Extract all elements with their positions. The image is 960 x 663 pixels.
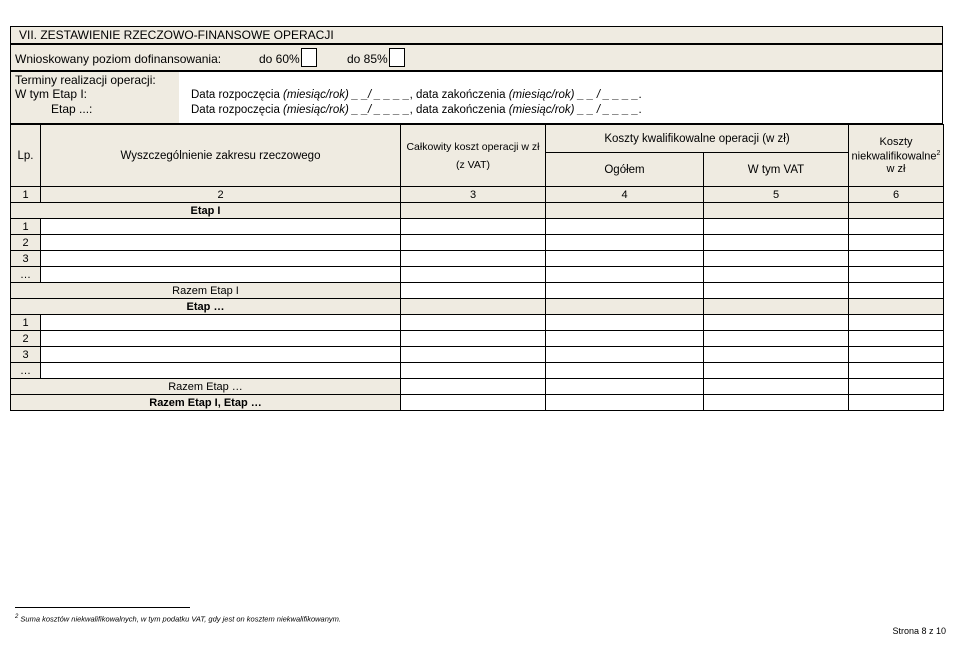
date-line-etap1[interactable]: Data rozpoczęcia (miesiąc/rok) _ _/ _ _ _ _, data zakończenia (miesiąc/rok) _ _ / _ _ _ _. — [191, 89, 642, 101]
table-row — [11, 219, 944, 235]
cell-calkowity[interactable] — [401, 347, 546, 363]
cell-calkowity[interactable] — [401, 379, 546, 395]
colnum-3: 3 — [401, 187, 546, 203]
cell-ogolem[interactable] — [546, 251, 704, 267]
row-number: 3 — [11, 347, 41, 363]
footnote: $^2$ Suma kosztów niekwalifikowalnych, w tym podatku VAT, gdy jest on kosztem niekwalifikowanym. — [15, 614, 341, 624]
cell-ogolem[interactable] — [546, 283, 704, 299]
cell-zakres[interactable] — [41, 235, 401, 251]
cell-calkowity[interactable] — [401, 219, 546, 235]
row-number: 1 — [11, 315, 41, 331]
row-number: 2 — [11, 331, 41, 347]
razem-etap1-label: Razem Etap I — [11, 283, 401, 299]
etap1-title: Etap I — [11, 203, 401, 219]
table-row — [11, 251, 944, 267]
header-calkowity: Całkowity koszt operacji w zł (z VAT) — [401, 125, 546, 187]
cell-vat[interactable] — [704, 251, 849, 267]
cell-zakres[interactable] — [41, 347, 401, 363]
etapn-header-row — [11, 299, 944, 315]
header-ogolem: Ogółem — [546, 153, 704, 187]
option-60-label: do 60% — [259, 52, 300, 66]
etap1-header-row — [11, 203, 944, 219]
cell-calkowity[interactable] — [401, 363, 546, 379]
cell-vat[interactable] — [704, 283, 849, 299]
cell-calkowity[interactable] — [401, 267, 546, 283]
header-niekwalifikowalne: Koszty niekwalifikowalne$^2$ w zł — [849, 125, 944, 187]
cell-niekw[interactable] — [849, 347, 944, 363]
cell-niekw[interactable] — [849, 235, 944, 251]
colnum-1: 1 — [11, 187, 41, 203]
cell-niekw[interactable] — [849, 363, 944, 379]
schedule-box — [10, 71, 943, 124]
cell-niekw[interactable] — [849, 267, 944, 283]
funding-level-box — [10, 44, 943, 71]
cell-zakres[interactable] — [41, 315, 401, 331]
funding-level-label: Wnioskowany poziom dofinansowania: — [15, 52, 222, 66]
cell-vat[interactable] — [704, 235, 849, 251]
row-number: 2 — [11, 235, 41, 251]
footnote-divider — [15, 607, 190, 608]
cell-calkowity[interactable] — [401, 395, 546, 411]
table-row — [11, 363, 944, 379]
cell-calkowity[interactable] — [401, 315, 546, 331]
cell-ogolem[interactable] — [546, 331, 704, 347]
cell-vat[interactable] — [704, 363, 849, 379]
schedule-labels — [11, 72, 180, 123]
cell-vat[interactable] — [704, 315, 849, 331]
date-line-etapn[interactable]: Data rozpoczęcia (miesiąc/rok) _ _/ _ _ _ _, data zakończenia (miesiąc/rok) _ _ / _ _ _ _. — [191, 104, 642, 116]
cell-ogolem[interactable] — [546, 267, 704, 283]
cell-zakres[interactable] — [41, 363, 401, 379]
schedule-dates — [179, 72, 942, 123]
cell-niekw[interactable] — [849, 331, 944, 347]
razem-all-label: Razem Etap I, Etap … — [11, 395, 401, 411]
cell-niekw[interactable] — [849, 219, 944, 235]
etapn-title: Etap … — [11, 299, 401, 315]
razem-etapn-label: Razem Etap … — [11, 379, 401, 395]
row-number: 3 — [11, 251, 41, 267]
colnum-5: 5 — [704, 187, 849, 203]
cell-vat[interactable] — [704, 267, 849, 283]
schedule-etapn-label: Etap ...: — [51, 102, 93, 116]
cell-ogolem[interactable] — [546, 379, 704, 395]
colnum-2: 2 — [41, 187, 401, 203]
cell-vat[interactable] — [704, 379, 849, 395]
colnum-6: 6 — [849, 187, 944, 203]
cell-zakres[interactable] — [41, 331, 401, 347]
table-row — [11, 315, 944, 331]
schedule-title: Terminy realizacji operacji: — [15, 73, 156, 87]
cell-niekw[interactable] — [849, 315, 944, 331]
colnum-4: 4 — [546, 187, 704, 203]
cell-ogolem[interactable] — [546, 219, 704, 235]
cell-ogolem[interactable] — [546, 347, 704, 363]
table-row — [11, 347, 944, 363]
cell-niekw[interactable] — [849, 395, 944, 411]
cell-vat[interactable] — [704, 219, 849, 235]
row-number: … — [11, 363, 41, 379]
row-number: … — [11, 267, 41, 283]
column-numbers-row — [11, 187, 944, 203]
razem-all-row — [11, 395, 944, 411]
cell-ogolem[interactable] — [546, 395, 704, 411]
cell-zakres[interactable] — [41, 219, 401, 235]
header-vat: W tym VAT — [704, 153, 849, 187]
cell-ogolem[interactable] — [546, 315, 704, 331]
checkbox-60[interactable] — [301, 48, 317, 67]
header-kwalifikowalne: Koszty kwalifikowalne operacji (w zł) — [546, 125, 849, 153]
cell-calkowity[interactable] — [401, 283, 546, 299]
checkbox-85[interactable] — [389, 48, 405, 67]
cell-calkowity[interactable] — [401, 235, 546, 251]
schedule-etap1-label: W tym Etap I: — [15, 87, 88, 101]
table-row — [11, 235, 944, 251]
header-zakres: Wyszczególnienie zakresu rzeczowego — [41, 125, 401, 187]
cell-calkowity[interactable] — [401, 331, 546, 347]
razem-etapn-row — [11, 379, 944, 395]
razem-etap1-row — [11, 283, 944, 299]
table-row — [11, 267, 944, 283]
option-85-label: do 85% — [347, 52, 388, 66]
cell-niekw[interactable] — [849, 379, 944, 395]
row-number: 1 — [11, 219, 41, 235]
header-lp: Lp. — [11, 125, 41, 187]
section-title-box — [10, 26, 943, 44]
cell-zakres[interactable] — [41, 251, 401, 267]
cell-zakres[interactable] — [41, 267, 401, 283]
cell-vat[interactable] — [704, 331, 849, 347]
cell-niekw[interactable] — [849, 283, 944, 299]
page-number: Strona 8 z 10 — [892, 626, 946, 636]
section-title: VII. ZESTAWIENIE RZECZOWO-FINANSOWE OPERACJI — [19, 28, 334, 42]
cost-table — [10, 124, 944, 411]
cell-vat[interactable] — [704, 347, 849, 363]
cell-niekw[interactable] — [849, 251, 944, 267]
cell-calkowity[interactable] — [401, 251, 546, 267]
table-row — [11, 331, 944, 347]
cell-ogolem[interactable] — [546, 363, 704, 379]
cell-vat[interactable] — [704, 395, 849, 411]
cell-ogolem[interactable] — [546, 235, 704, 251]
